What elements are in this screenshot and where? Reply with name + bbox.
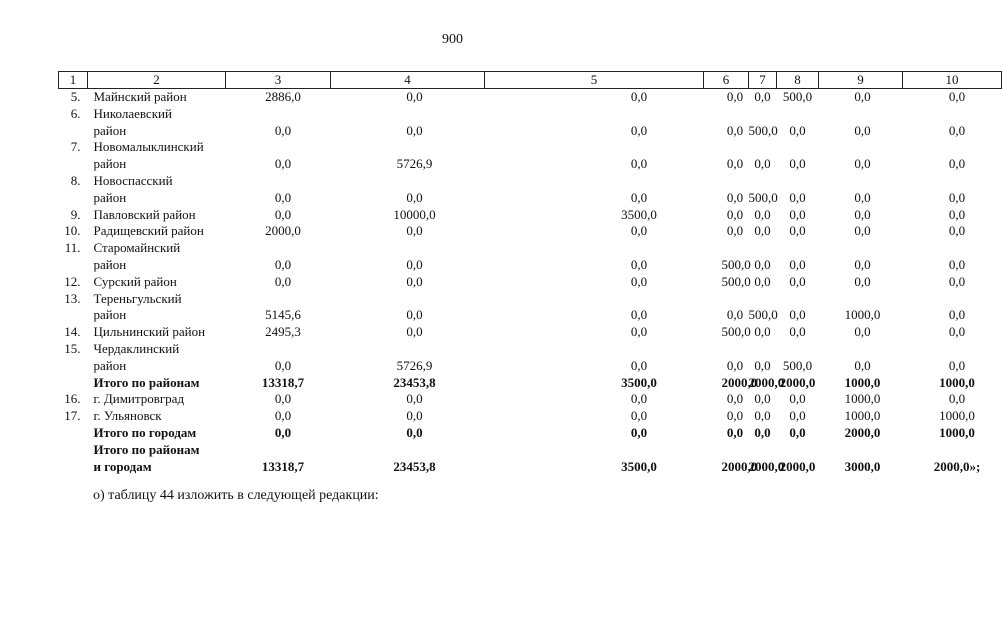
header-cell-3: 3: [226, 72, 331, 89]
col-8-value: [777, 240, 819, 257]
col-9-value: 0,0: [854, 89, 871, 104]
territory-name: район: [93, 357, 127, 373]
col-10-value: 0,0: [948, 357, 966, 373]
col-6-value: 0,0: [726, 122, 744, 138]
col-6-value: 0,0: [726, 357, 744, 373]
table-total-row: [59, 459, 1002, 476]
col-4-value: 0,0: [406, 408, 423, 424]
col-8-value: 0,0: [789, 273, 806, 289]
header-cell-10: 10: [903, 72, 1002, 89]
col-10-value: 0,0: [948, 189, 966, 205]
col-3-value: 2495,3: [265, 324, 301, 340]
col-5-value: [485, 240, 704, 257]
col-6-value: 0,0: [726, 391, 744, 407]
table-total-row: [59, 425, 1002, 442]
col-4-value: 23453,8: [393, 374, 436, 390]
col-8-value: 0,0: [789, 408, 806, 424]
col-10-value: 0,0: [948, 223, 966, 239]
col-7-value: [749, 139, 777, 156]
col-4-value: 0,0: [406, 223, 423, 239]
territory-name: Итого по городам: [93, 424, 197, 440]
row-number: 13.: [64, 290, 81, 306]
col-5-value: 0,0: [630, 408, 648, 424]
row-number: 10.: [64, 223, 81, 239]
col-4-value: 0,0: [406, 122, 423, 138]
col-6-value: 2000,0: [721, 374, 758, 390]
col-4-value: 23453,8: [393, 458, 436, 474]
row-number: 11.: [64, 240, 81, 256]
col-3-value: 0,0: [274, 206, 292, 222]
col-7-value: 0,0: [754, 89, 771, 104]
col-4-value: 0,0: [406, 391, 423, 407]
col-8-value: [777, 106, 819, 123]
col-3-value: 2886,0: [265, 89, 301, 104]
col-8-value: 2000,0: [779, 458, 816, 474]
col-10-value: [903, 442, 1002, 459]
row-number: 7.: [70, 139, 81, 155]
col-5-value: 0,0: [630, 357, 648, 373]
col-3-value: 0,0: [274, 189, 292, 205]
table-row: [59, 391, 1002, 408]
col-7-value: 0,0: [754, 357, 771, 373]
col-7-value: 0,0: [754, 408, 771, 424]
col-4-value: 0,0: [406, 273, 423, 289]
col-4-value: [331, 291, 485, 308]
territory-name: район: [93, 156, 127, 172]
col-7-value: 0,0: [754, 256, 771, 272]
col-6-value: 0,0: [726, 206, 744, 222]
col-3-value: 13318,7: [261, 374, 305, 390]
header-cell-1: 1: [59, 72, 88, 89]
col-5-value: 0,0: [630, 189, 648, 205]
col-8-value: 0,0: [789, 189, 806, 205]
col-9-value: 1000,0: [844, 374, 881, 390]
col-6-value: 0,0: [726, 408, 744, 424]
col-3-value: 0,0: [274, 256, 292, 272]
territory-name: Павловский район: [93, 206, 196, 222]
col-9-value: 0,0: [854, 324, 871, 340]
col-10-value: 1000,0: [939, 408, 975, 424]
territory-name: Радищевский район: [93, 223, 204, 239]
row-number: [59, 123, 88, 140]
col-7-value: 500,0: [748, 122, 778, 138]
row-number: 12.: [64, 273, 81, 289]
col-3-value: [226, 139, 331, 156]
col-3-value: 0,0: [274, 122, 292, 138]
col-6-value: 500,0: [721, 324, 751, 340]
col-5-value: 0,0: [630, 223, 648, 239]
col-10-value: 0,0: [948, 324, 966, 340]
col-8-value: [777, 139, 819, 156]
row-number: [59, 190, 88, 207]
col-9-value: 1000,0: [844, 307, 881, 323]
col-7-value: 500,0: [748, 189, 778, 205]
col-6-value: 0,0: [726, 223, 744, 239]
col-4-value: 0,0: [406, 189, 423, 205]
col-9-value: 0,0: [854, 256, 871, 272]
col-10-value: 0,0: [948, 273, 966, 289]
col-5-value: [485, 173, 704, 190]
col-5-value: 3500,0: [621, 206, 657, 222]
col-8-value: 500,0: [782, 89, 813, 104]
col-9-value: [819, 106, 903, 123]
col-7-value: [749, 442, 777, 459]
col-7-value: 0,0: [754, 206, 771, 222]
col-9-value: 0,0: [854, 357, 871, 373]
table-row: [59, 190, 1002, 207]
col-5-value: 0,0: [630, 307, 648, 323]
col-7-value: [749, 173, 777, 190]
col-8-value: 500,0: [782, 357, 813, 373]
footer-instruction-text: о) таблицу 44 изложить в следующей редакции:: [93, 488, 379, 503]
col-9-value: 1000,0: [844, 408, 881, 424]
col-5-value: 0,0: [630, 273, 648, 289]
col-6-value: 500,0: [721, 273, 751, 289]
col-10-value: [903, 240, 1002, 257]
col-8-value: 0,0: [789, 122, 806, 138]
table-row: [59, 139, 1002, 156]
col-4-value: 10000,0: [393, 206, 436, 222]
header-cell-9: 9: [819, 72, 903, 89]
col-5-value: 3500,0: [621, 374, 657, 390]
col-10-value: 1000,0: [939, 424, 975, 440]
table-row: [59, 223, 1002, 240]
col-3-value: 0,0: [274, 357, 292, 373]
table-row: [59, 106, 1002, 123]
territory-name: Сурский район: [93, 273, 177, 289]
col-4-value: 0,0: [406, 89, 423, 104]
territory-name: и городам: [93, 458, 152, 474]
col-5-value: 0,0: [630, 256, 648, 272]
col-6-value: 0,0: [726, 189, 744, 205]
row-number: 14.: [64, 324, 81, 340]
col-7-value: 0,0: [754, 324, 771, 340]
row-number: 17.: [64, 408, 81, 424]
row-number: [59, 459, 88, 476]
col-4-value: [331, 442, 485, 459]
col-8-value: 0,0: [789, 391, 806, 407]
col-3-value: 2000,0: [265, 223, 301, 239]
table-row: [59, 257, 1002, 274]
header-cell-7: 7: [749, 72, 777, 89]
col-10-value: 2000,0»;: [933, 458, 981, 474]
col-7-value: 0,0: [754, 223, 771, 239]
row-number: 6.: [70, 105, 81, 121]
row-number: [59, 156, 88, 173]
col-4-value: 0,0: [406, 424, 423, 440]
col-7-value: 500,0: [748, 307, 778, 323]
table-header-row: [59, 72, 1002, 89]
col-7-value: 0,0: [754, 424, 771, 440]
territory-name: район: [93, 122, 127, 138]
col-3-value: [226, 173, 331, 190]
col-8-value: [777, 291, 819, 308]
table-row: [59, 408, 1002, 425]
col-10-value: [903, 173, 1002, 190]
col-9-value: 0,0: [854, 189, 871, 205]
col-8-value: [777, 173, 819, 190]
col-3-value: [226, 240, 331, 257]
row-number: 15.: [64, 340, 81, 356]
territory-name: г. Димитровград: [93, 391, 185, 407]
col-6-value: [704, 341, 749, 358]
col-9-value: [819, 291, 903, 308]
col-10-value: 1000,0: [939, 374, 975, 390]
col-5-value: [485, 106, 704, 123]
col-5-value: [485, 139, 704, 156]
col-5-value: 0,0: [630, 424, 648, 440]
col-8-value: [777, 341, 819, 358]
col-9-value: 1000,0: [844, 391, 881, 407]
col-5-value: 3500,0: [621, 458, 657, 474]
col-4-value: 0,0: [406, 256, 423, 272]
col-8-value: 2000,0: [779, 374, 816, 390]
col-6-value: [704, 173, 749, 190]
col-3-value: 0,0: [274, 408, 292, 424]
table-total-row: [59, 375, 1002, 392]
row-number: 9.: [70, 206, 81, 222]
col-10-value: [903, 341, 1002, 358]
table-row: [59, 291, 1002, 308]
col-8-value: [777, 442, 819, 459]
row-number: 5.: [70, 89, 81, 104]
data-table: [58, 71, 1002, 475]
col-4-value: 0,0: [406, 307, 423, 323]
col-8-value: 0,0: [789, 206, 806, 222]
col-6-value: 0,0: [726, 424, 744, 440]
col-9-value: 3000,0: [844, 458, 881, 474]
col-10-value: 0,0: [948, 156, 966, 172]
col-9-value: 0,0: [854, 156, 871, 172]
territory-name: район: [93, 189, 127, 205]
col-7-value: [749, 106, 777, 123]
col-6-value: 0,0: [726, 307, 744, 323]
col-3-value: [226, 442, 331, 459]
col-9-value: 0,0: [854, 273, 871, 289]
col-3-value: [226, 341, 331, 358]
row-number: [59, 375, 88, 392]
col-10-value: 0,0: [948, 89, 966, 104]
col-7-value: 2000,0: [748, 458, 785, 474]
table-row: [59, 341, 1002, 358]
col-4-value: 5726,9: [396, 357, 433, 373]
header-cell-6: 6: [704, 72, 749, 89]
col-9-value: [819, 442, 903, 459]
col-4-value: [331, 240, 485, 257]
table-row: [59, 207, 1002, 224]
col-7-value: [749, 291, 777, 308]
col-5-value: 0,0: [630, 324, 648, 340]
col-5-value: [485, 291, 704, 308]
col-5-value: 0,0: [630, 89, 648, 104]
col-6-value: [704, 240, 749, 257]
territory-name: район: [93, 256, 127, 272]
row-number: [59, 307, 88, 324]
col-8-value: 0,0: [789, 156, 806, 172]
col-3-value: 0,0: [274, 273, 292, 289]
header-cell-8: 8: [777, 72, 819, 89]
territory-name: Старомайнский: [93, 240, 181, 256]
col-9-value: [819, 341, 903, 358]
header-cell-4: 4: [331, 72, 485, 89]
row-number: [59, 257, 88, 274]
col-6-value: 0,0: [726, 89, 744, 104]
col-10-value: 0,0: [948, 122, 966, 138]
table-row: [59, 123, 1002, 140]
col-6-value: [704, 442, 749, 459]
col-8-value: 0,0: [789, 307, 806, 323]
col-3-value: 13318,7: [261, 458, 305, 474]
col-6-value: 2000,0: [721, 458, 758, 474]
col-8-value: 0,0: [789, 424, 806, 440]
col-6-value: [704, 291, 749, 308]
territory-name: Новомалыклинский: [93, 139, 204, 155]
col-7-value: [749, 341, 777, 358]
territory-name: Чердаклинский: [93, 340, 180, 356]
col-4-value: 5726,9: [396, 156, 433, 172]
col-7-value: 0,0: [754, 156, 771, 172]
col-4-value: [331, 341, 485, 358]
col-10-value: 0,0: [948, 391, 966, 407]
col-10-value: 0,0: [948, 307, 966, 323]
col-3-value: 0,0: [274, 156, 292, 172]
territory-name: район: [93, 307, 127, 323]
col-10-value: 0,0: [948, 206, 966, 222]
col-9-value: [819, 139, 903, 156]
table-row: [59, 89, 1002, 106]
territory-name: Майнский район: [93, 89, 187, 104]
col-4-value: 0,0: [406, 324, 423, 340]
col-10-value: [903, 106, 1002, 123]
territory-name: Итого по районам: [93, 441, 200, 457]
col-6-value: [704, 106, 749, 123]
table-row: [59, 240, 1002, 257]
col-7-value: 2000,0: [748, 374, 785, 390]
col-10-value: 0,0: [948, 256, 966, 272]
row-number: [59, 425, 88, 442]
table-row: [59, 324, 1002, 341]
header-cell-5: 5: [485, 72, 704, 89]
col-9-value: 0,0: [854, 223, 871, 239]
col-4-value: [331, 106, 485, 123]
col-9-value: [819, 173, 903, 190]
col-5-value: [485, 442, 704, 459]
col-3-value: 0,0: [274, 391, 292, 407]
col-3-value: [226, 106, 331, 123]
row-number: [59, 358, 88, 375]
col-6-value: [704, 139, 749, 156]
table-row: [59, 358, 1002, 375]
header-cell-2: 2: [88, 72, 226, 89]
col-3-value: 0,0: [274, 424, 292, 440]
col-7-value: 0,0: [754, 391, 771, 407]
col-7-value: [749, 240, 777, 257]
table-total-row: [59, 442, 1002, 459]
col-10-value: [903, 291, 1002, 308]
table-row: [59, 156, 1002, 173]
col-4-value: [331, 173, 485, 190]
table-row: [59, 307, 1002, 324]
territory-name: Цильнинский район: [93, 324, 206, 340]
col-9-value: 0,0: [854, 206, 871, 222]
col-3-value: 5145,6: [265, 307, 301, 323]
territory-name: г. Ульяновск: [93, 408, 162, 424]
col-8-value: 0,0: [789, 256, 806, 272]
col-9-value: 2000,0: [844, 424, 881, 440]
table-body: [59, 72, 1002, 476]
col-9-value: [819, 240, 903, 257]
territory-name: Николаевский: [93, 105, 172, 121]
row-number: 8.: [70, 172, 81, 188]
col-9-value: 0,0: [854, 122, 871, 138]
territory-name: Тереньгульский: [93, 290, 182, 306]
col-5-value: 0,0: [630, 391, 648, 407]
col-10-value: [903, 139, 1002, 156]
col-5-value: 0,0: [630, 156, 648, 172]
col-6-value: 500,0: [721, 256, 751, 272]
col-6-value: 0,0: [726, 156, 744, 172]
col-5-value: [485, 341, 704, 358]
table-row: [59, 274, 1002, 291]
page-number: 900: [442, 32, 463, 47]
col-8-value: 0,0: [789, 223, 806, 239]
row-number: [59, 442, 88, 459]
territory-name: Новоспасский: [93, 172, 173, 188]
row-number: 16.: [64, 391, 81, 407]
col-4-value: [331, 139, 485, 156]
col-3-value: [226, 291, 331, 308]
col-8-value: 0,0: [789, 324, 806, 340]
col-7-value: 0,0: [754, 273, 771, 289]
territory-name: Итого по районам: [93, 374, 200, 390]
col-5-value: 0,0: [630, 122, 648, 138]
table-row: [59, 173, 1002, 190]
